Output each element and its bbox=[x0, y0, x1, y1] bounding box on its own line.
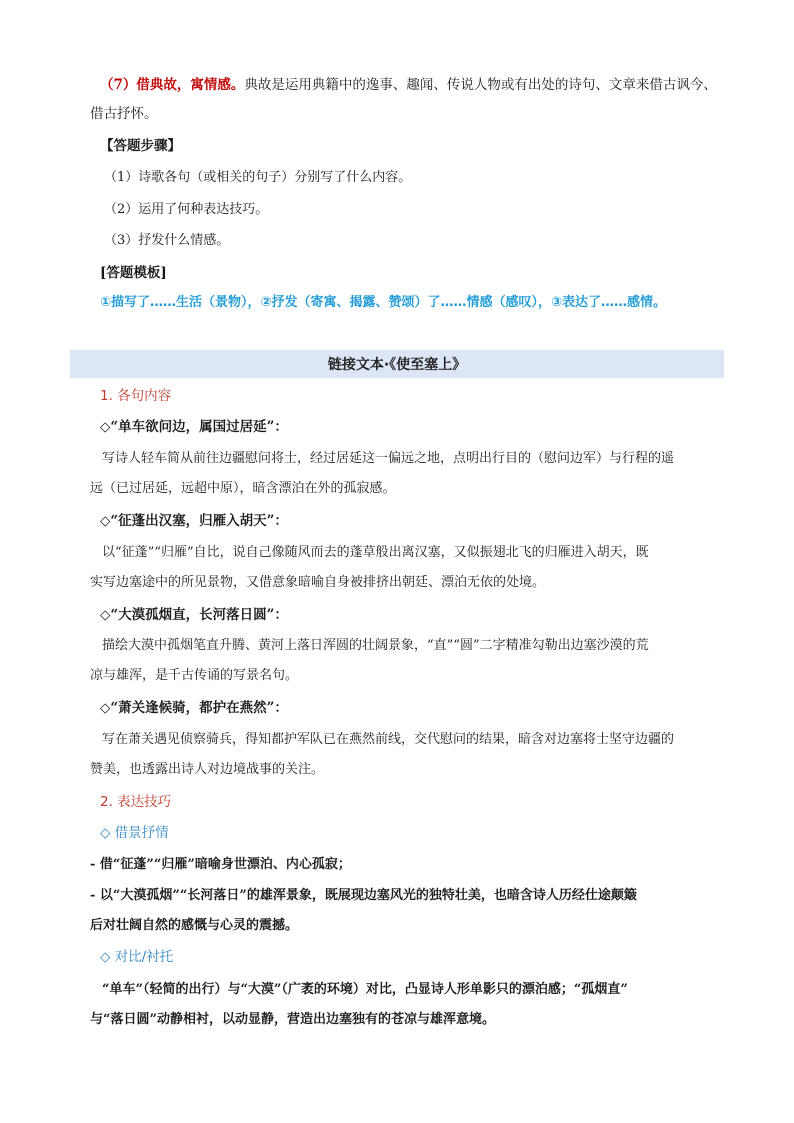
section1-title: 1. 各句内容 bbox=[100, 388, 172, 404]
entry1-line-1: 写诗人轻车简从前往边疆慰问将士，经过居延这一偏远之地，点明出行目的（慰问边军）与行程的遥 bbox=[102, 451, 675, 466]
entry1-line-2: 远（已过居延，远超中原），暗含漂泊在外的孤寂感。 bbox=[90, 481, 396, 496]
step-item-1: （1）诗歌各句（或相关的句子）分别写了什么内容。 bbox=[104, 170, 412, 185]
step-item-3: （3）抒发什么情感。 bbox=[104, 233, 230, 248]
intro-text-1: 典故是运用典籍中的逸事、趣闻、传说人物或有出处的诗句、文章来借古讽今、 bbox=[244, 77, 717, 93]
sub2-line-1: “单车”（轻简的出行）与“大漠”（广袤的环境）对比，凸显诗人形单影只的漂泊感；“孤烟直” bbox=[102, 982, 628, 997]
entry2-line-1: 以“征蓬”“归雁”自比，说自己像随风而去的蓬草般出离汉塞，又似振翅北飞的归雁进入胡天，既 bbox=[102, 545, 649, 560]
link-text-band bbox=[70, 350, 724, 378]
entry2-line-2: 实写边塞途中的所见景物，又借意象暗喻自身被排挤出朝廷、漂泊无依的处境。 bbox=[90, 575, 546, 590]
intro-line-1 bbox=[100, 75, 717, 95]
entry4-line-2: 赞美，也透露出诗人对边境战事的关注。 bbox=[90, 762, 325, 777]
intro-label: （7）借典故，寓情感。 bbox=[100, 77, 245, 93]
entry4-heading: ◇“萧关逢候骑，都护在燕然”： bbox=[100, 700, 288, 716]
entry3-heading: ◇“大漠孤烟直，长河落日圆”： bbox=[100, 607, 288, 623]
template-title: [答题模板] bbox=[100, 265, 167, 281]
sub2-title: ◇ 对比/衬托 bbox=[100, 949, 174, 965]
steps-title: 【答题步骤】 bbox=[100, 138, 181, 154]
step-item-2: （2）运用了何种表达技巧。 bbox=[104, 202, 269, 217]
sub1-line-1: - 借“征蓬”“归雁”暗喻身世漂泊、内心孤寂； bbox=[90, 857, 351, 872]
sub1-title: ◇ 借景抒情 bbox=[100, 825, 169, 841]
template-text: ①描写了……生活（景物），②抒发（寄寓、揭露、赞颂）了……情感（感叹），③表达了……感情。 bbox=[100, 295, 667, 310]
sub1-line-3: 后对壮阔自然的感慨与心灵的震撼。 bbox=[90, 918, 299, 933]
entry1-heading: ◇“单车欲问边，属国过居延”： bbox=[100, 419, 288, 435]
section2-title: 2. 表达技巧 bbox=[100, 794, 172, 810]
entry3-line-2: 凉与雄浑，是千古传诵的写景名句。 bbox=[90, 668, 299, 683]
sub1-line-2: - 以“大漠孤烟”“长河落日”的雄浑景象，既展现边塞风光的独特壮美，也暗含诗人历经仕途颠簸 bbox=[90, 888, 637, 903]
entry3-line-1: 描绘大漠中孤烟笔直升腾、黄河上落日浑圆的壮阔景象，“直”“圆”二字精准勾勒出边塞沙漠的荒 bbox=[102, 638, 649, 653]
intro-line-2: 借古抒怀。 bbox=[90, 106, 158, 122]
sub2-line-2: 与“落日圆”动静相衬，以动显静，营造出边塞独有的苍凉与雄浑意境。 bbox=[90, 1012, 495, 1027]
entry4-line-1: 写在萧关遇见侦察骑兵，得知都护军队已在燕然前线，交代慰问的结果，暗含对边塞将士坚守边疆的 bbox=[102, 732, 675, 747]
link-text-title: 链接文本·《使至塞上》 bbox=[327, 357, 467, 373]
entry2-heading: ◇“征蓬出汉塞，归雁入胡天”： bbox=[100, 513, 288, 529]
